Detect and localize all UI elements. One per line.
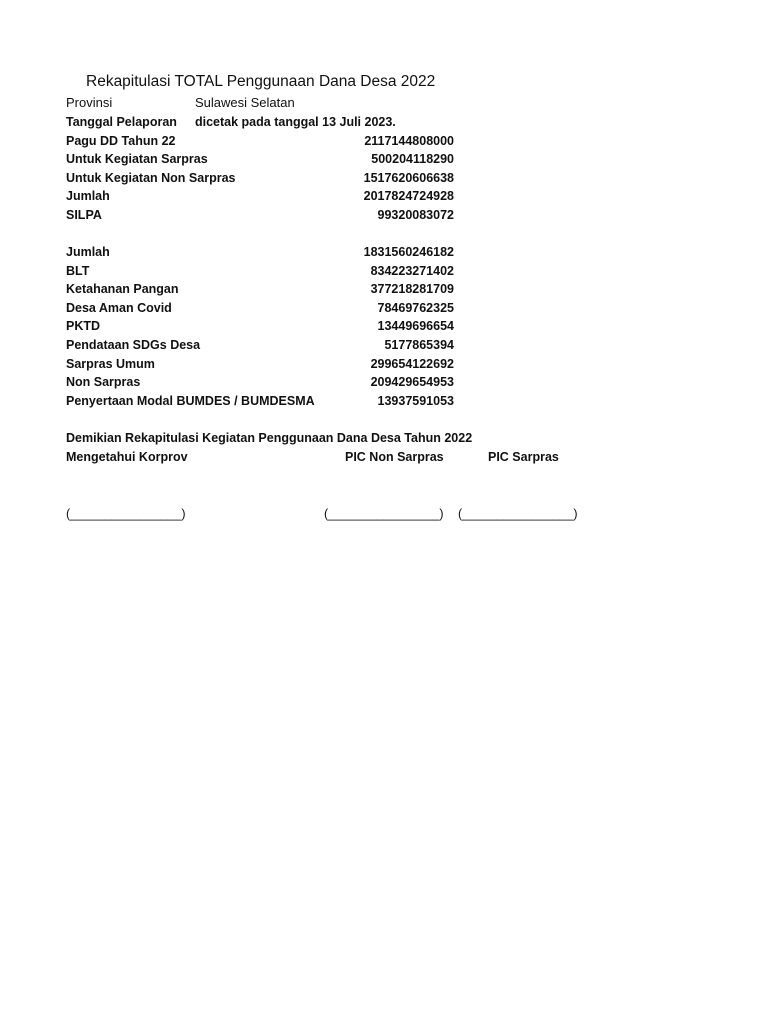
signature-line-non-sarpras: (________________) [324,507,444,521]
breakdown-row [66,355,456,373]
report-title: Rekapitulasi TOTAL Penggunaan Dana Desa 2022 [86,73,436,90]
breakdown-label: Pendataan SDGs Desa [66,338,201,352]
breakdown-label: Non Sarpras [66,375,141,389]
breakdown-value: 13937591053 [377,394,454,408]
breakdown-label: Jumlah [66,245,110,259]
summary-label: SILPA [66,208,102,222]
tanggal-row [66,113,456,131]
breakdown-label: PKTD [66,319,101,333]
provinsi-row [66,94,456,112]
provinsi-value: Sulawesi Selatan [195,95,295,110]
breakdown-value: 834223271402 [370,264,454,278]
breakdown-row [66,243,456,261]
breakdown-value: 299654122692 [370,357,454,371]
breakdown-row [66,392,456,410]
breakdown-value: 209429654953 [370,375,454,389]
breakdown-value: 13449696654 [377,319,454,333]
summary-value: 2017824724928 [363,189,454,203]
signer-sarpras-label: PIC Sarpras [488,450,559,464]
summary-row [66,150,456,168]
signer-korprov-label: Mengetahui Korprov [66,450,188,464]
summary-label: Untuk Kegiatan Sarpras [66,152,208,166]
summary-row [66,132,456,150]
breakdown-row [66,299,456,317]
summary-label: Pagu DD Tahun 22 [66,134,176,148]
signer-non-sarpras-label: PIC Non Sarpras [345,450,444,464]
breakdown-value: 377218281709 [370,282,454,296]
tanggal-value: dicetak pada tanggal 13 Juli 2023. [195,115,396,129]
summary-row [66,206,456,224]
breakdown-row [66,336,456,354]
breakdown-row [66,317,456,335]
breakdown-label: Desa Aman Covid [66,301,172,315]
tanggal-label: Tanggal Pelaporan [66,115,177,129]
breakdown-label: BLT [66,264,90,278]
breakdown-value: 5177865394 [384,338,454,352]
summary-value: 500204118290 [371,152,454,166]
breakdown-label: Penyertaan Modal BUMDES / BUMDESMA [66,394,315,408]
signature-line-korprov: (________________) [66,507,186,521]
summary-label: Untuk Kegiatan Non Sarpras [66,171,236,185]
breakdown-label: Sarpras Umum [66,357,155,371]
summary-row [66,187,456,205]
summary-value: 1517620606638 [363,171,454,185]
signature-line-sarpras: (________________) [458,507,578,521]
breakdown-value: 1831560246182 [363,245,454,259]
breakdown-row [66,280,456,298]
breakdown-row [66,262,456,280]
closing-statement: Demikian Rekapitulasi Kegiatan Penggunaan Dana Desa Tahun 2022 [66,431,473,445]
breakdown-value: 78469762325 [377,301,454,315]
summary-value: 99320083072 [377,208,454,222]
breakdown-row [66,373,456,391]
summary-value: 2117144808000 [364,134,454,148]
provinsi-label: Provinsi [66,95,113,110]
summary-label: Jumlah [66,189,110,203]
summary-row [66,169,456,187]
breakdown-label: Ketahanan Pangan [66,282,179,296]
